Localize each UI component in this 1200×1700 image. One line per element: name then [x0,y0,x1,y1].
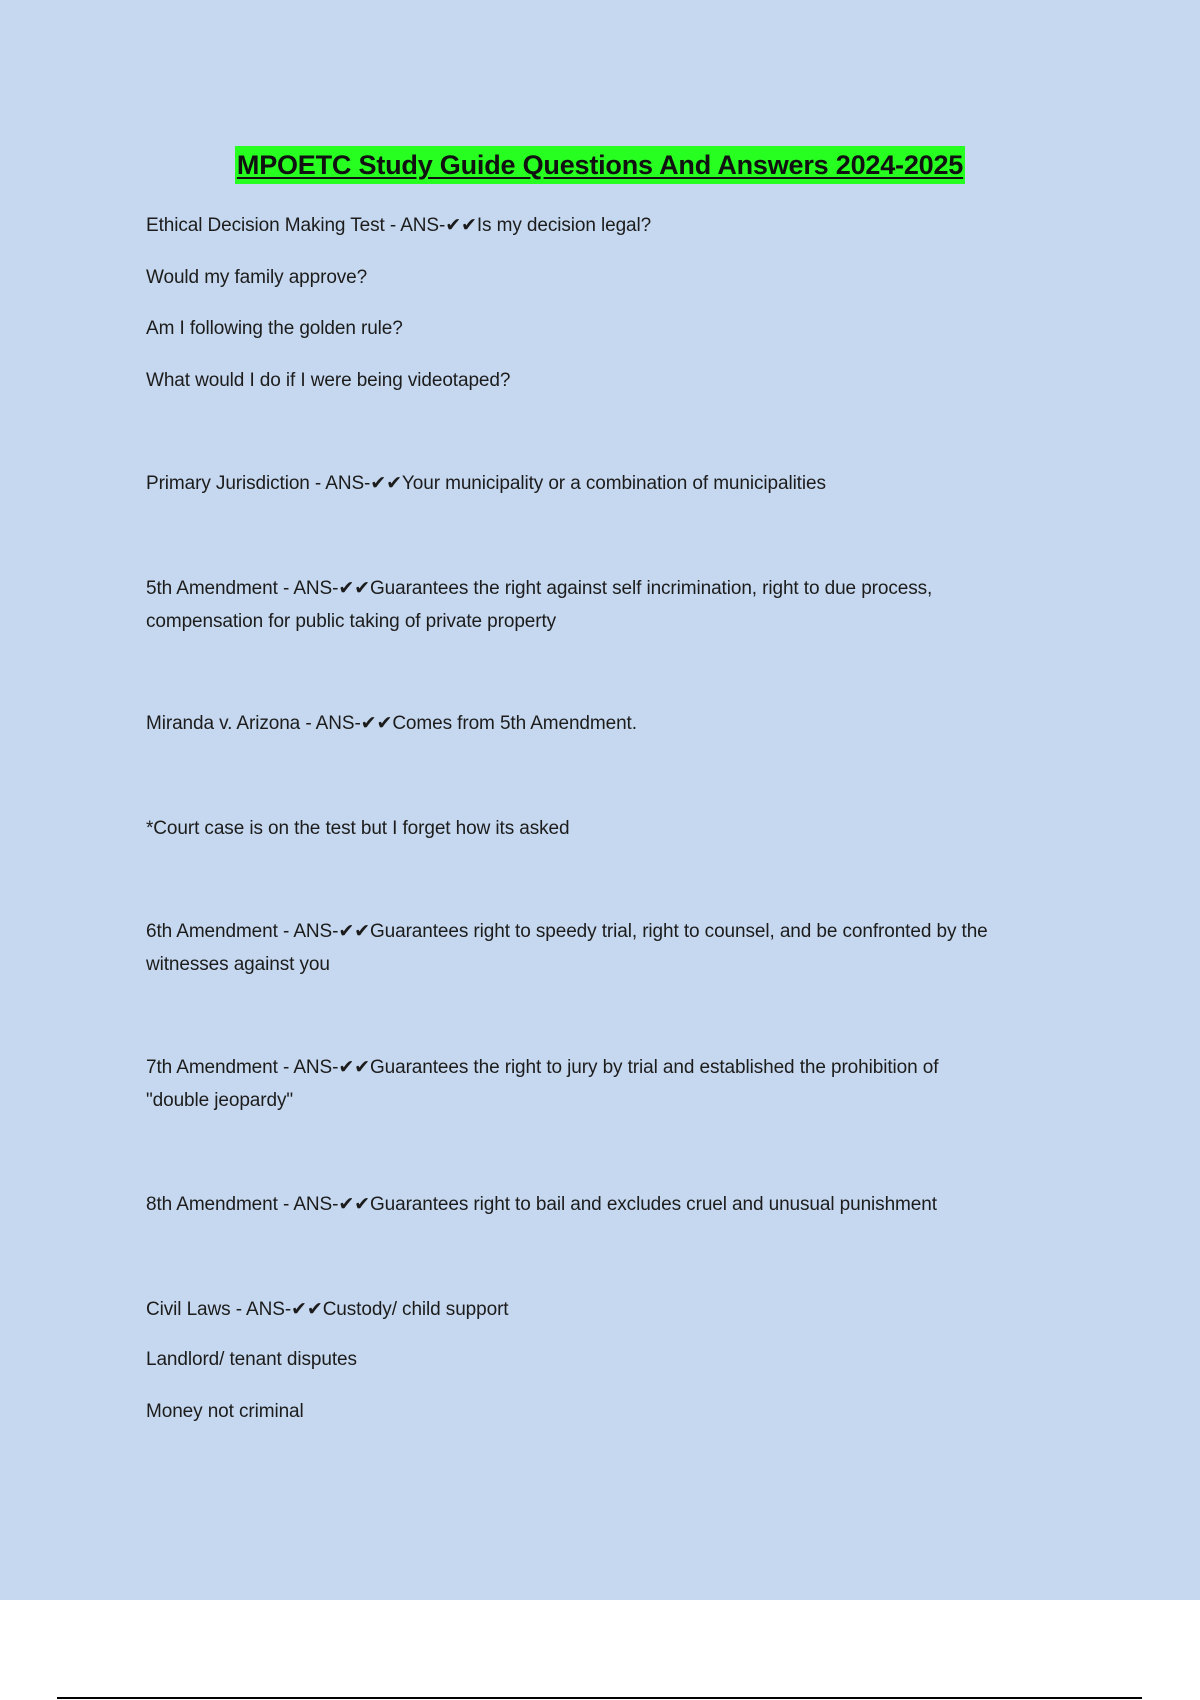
footer-rule [57,1697,1142,1699]
text-line: "double jeopardy" [146,1090,294,1111]
text-line: Ethical Decision Making Test - ANS-✔✔Is my decision legal? [146,215,652,236]
text-line: Money not criminal [146,1401,304,1422]
text-line: Civil Laws - ANS-✔✔Custody/ child support [146,1299,509,1320]
text-line: Would my family approve? [146,267,368,288]
text-line: 6th Amendment - ANS-✔✔Guarantees right to speedy trial, right to counsel, and be confronted by the [146,921,988,942]
text-line: 8th Amendment - ANS-✔✔Guarantees right to bail and excludes cruel and unusual punishment [146,1194,937,1215]
text-line: Miranda v. Arizona - ANS-✔✔Comes from 5th Amendment. [146,713,637,734]
text-line: witnesses against you [146,954,330,975]
title-container [0,146,1200,184]
text-line: Landlord/ tenant disputes [146,1349,357,1370]
text-line: Am I following the golden rule? [146,318,403,339]
document-title: MPOETC Study Guide Questions And Answers 2024-2025 [235,146,965,184]
text-line: 5th Amendment - ANS-✔✔Guarantees the right against self incrimination, right to due process, [146,578,933,599]
text-line: Primary Jurisdiction - ANS-✔✔Your municipality or a combination of municipalities [146,473,826,494]
text-line: *Court case is on the test but I forget how its asked [146,818,570,839]
text-line: compensation for public taking of private property [146,611,557,632]
text-line: 7th Amendment - ANS-✔✔Guarantees the right to jury by trial and established the prohibition of [146,1057,939,1078]
text-line: What would I do if I were being videotaped? [146,370,511,391]
